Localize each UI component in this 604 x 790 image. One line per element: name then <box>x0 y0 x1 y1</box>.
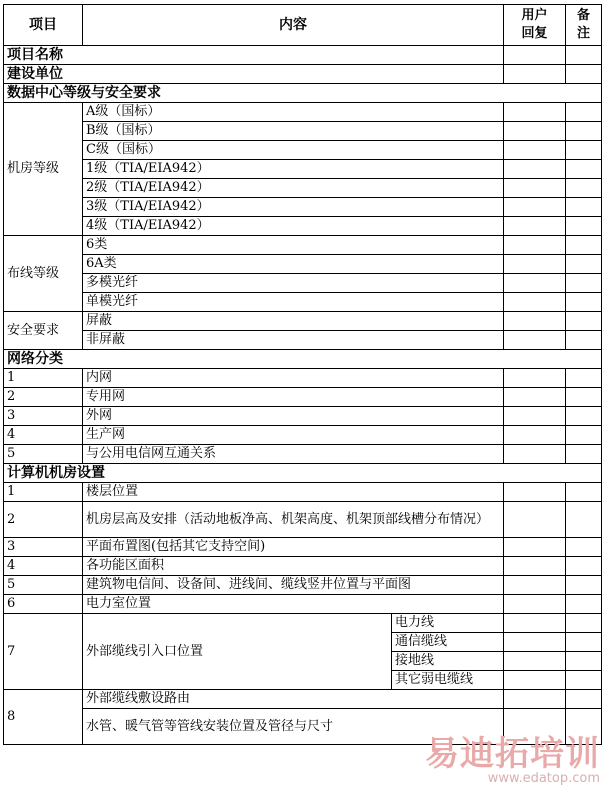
note-cell <box>566 312 602 331</box>
room-level-item: 1级（TIA/EIA942） <box>83 160 504 179</box>
reply-cell <box>504 538 566 557</box>
reply-cell <box>504 46 566 65</box>
room-level-row <box>4 141 602 160</box>
note-cell <box>566 426 602 445</box>
reply-cell <box>504 293 566 312</box>
reply-cell <box>504 483 566 502</box>
network-section-row <box>4 350 602 369</box>
note-cell <box>566 614 602 633</box>
reply-cell <box>504 690 566 709</box>
computer-room-item: 电力室位置 <box>83 595 504 614</box>
header-note: 备 注 <box>566 5 602 46</box>
room-level-row <box>4 103 602 122</box>
security-item: 非屏蔽 <box>83 331 504 350</box>
computer-room-item: 建筑物电信间、设备间、进线间、缆线竖井位置与平面图 <box>83 576 504 595</box>
note-cell <box>566 502 602 538</box>
reply-cell <box>504 331 566 350</box>
watermark <box>425 726 600 786</box>
row-number: 1 <box>4 483 83 502</box>
note-cell <box>566 445 602 464</box>
security-row <box>4 312 602 331</box>
reply-cell <box>504 255 566 274</box>
network-row <box>4 388 602 407</box>
cabling-level-item: 6类 <box>83 236 504 255</box>
network-row <box>4 369 602 388</box>
reply-cell <box>504 141 566 160</box>
cabling-level-label: 布线等级 <box>4 236 83 312</box>
note-cell <box>566 331 602 350</box>
security-row <box>4 331 602 350</box>
computer-room-row <box>4 576 602 595</box>
computer-room-item: 各功能区面积 <box>83 557 504 576</box>
computer-room-section-title: 计算机机房设置 <box>4 464 602 483</box>
note-cell <box>566 293 602 312</box>
watermark-text: 易迪拓培训 <box>425 734 600 774</box>
cable-entry-row <box>4 614 602 633</box>
note-cell <box>566 65 602 84</box>
cabling-level-row <box>4 274 602 293</box>
network-item: 生产网 <box>83 426 504 445</box>
note-cell <box>566 46 602 65</box>
room-level-row <box>4 160 602 179</box>
room-level-row <box>4 179 602 198</box>
row-number: 6 <box>4 595 83 614</box>
dc-level-section-title: 数据中心等级与安全要求 <box>4 84 602 103</box>
note-cell <box>566 122 602 141</box>
reply-cell <box>504 557 566 576</box>
computer-room-row <box>4 557 602 576</box>
cable-route-row <box>4 690 602 709</box>
cabling-level-row <box>4 255 602 274</box>
requirements-table <box>3 4 602 745</box>
network-section-title: 网络分类 <box>4 350 602 369</box>
room-level-row <box>4 198 602 217</box>
row-number: 1 <box>4 369 83 388</box>
network-row <box>4 407 602 426</box>
cabling-level-item: 单模光纤 <box>83 293 504 312</box>
note-cell <box>566 671 602 690</box>
network-item: 与公用电信网互通关系 <box>83 445 504 464</box>
room-level-item: 4级（TIA/EIA942） <box>83 217 504 236</box>
row-number: 3 <box>4 407 83 426</box>
cable-route-item: 外部缆线敷设路由 <box>83 690 504 709</box>
note-cell <box>566 483 602 502</box>
builder-row <box>4 65 602 84</box>
reply-cell <box>504 65 566 84</box>
reply-cell <box>504 312 566 331</box>
computer-room-row <box>4 595 602 614</box>
header-user-reply: 用户 回复 <box>504 5 566 46</box>
cabling-level-item: 多模光纤 <box>83 274 504 293</box>
note-cell <box>566 274 602 293</box>
security-item: 屏蔽 <box>83 312 504 331</box>
row-number: 2 <box>4 502 83 538</box>
network-row <box>4 426 602 445</box>
note-cell <box>566 633 602 652</box>
note-cell <box>566 576 602 595</box>
row-number: 5 <box>4 576 83 595</box>
reply-cell <box>504 103 566 122</box>
watermark-url: www.edatop.com <box>487 771 600 786</box>
reply-cell <box>504 614 566 633</box>
reply-cell <box>504 407 566 426</box>
reply-cell <box>504 388 566 407</box>
note-cell <box>566 255 602 274</box>
reply-cell <box>504 595 566 614</box>
reply-cell <box>504 217 566 236</box>
note-cell <box>566 103 602 122</box>
computer-room-item: 楼层位置 <box>83 483 504 502</box>
note-cell <box>566 388 602 407</box>
header-content: 内容 <box>83 5 504 46</box>
reply-cell <box>504 426 566 445</box>
row-number: 2 <box>4 388 83 407</box>
room-level-label: 机房等级 <box>4 103 83 236</box>
project-name-row <box>4 46 602 65</box>
dc-level-section-row <box>4 84 602 103</box>
reply-cell <box>504 652 566 671</box>
note-cell <box>566 141 602 160</box>
security-label: 安全要求 <box>4 312 83 350</box>
computer-room-item: 机房层高及安排（活动地板净高、机架高度、机架顶部线槽分布情况） <box>83 502 504 538</box>
row-number: 8 <box>4 690 83 745</box>
note-cell <box>566 595 602 614</box>
reply-cell <box>504 122 566 141</box>
reply-cell <box>504 274 566 293</box>
cable-entry-label: 外部缆线引入口位置 <box>83 614 392 690</box>
row-number: 4 <box>4 426 83 445</box>
note-cell <box>566 236 602 255</box>
header-item: 项目 <box>4 5 83 46</box>
network-row <box>4 445 602 464</box>
computer-room-row <box>4 538 602 557</box>
header-row <box>4 5 602 46</box>
reply-cell <box>504 160 566 179</box>
row-number: 4 <box>4 557 83 576</box>
cable-entry-sub: 电力线 <box>392 614 504 633</box>
note-cell <box>566 407 602 426</box>
note-cell <box>566 369 602 388</box>
room-level-row <box>4 217 602 236</box>
note-cell <box>566 652 602 671</box>
row-number: 7 <box>4 614 83 690</box>
room-level-item: B级（国标） <box>83 122 504 141</box>
note-cell <box>566 217 602 236</box>
reply-cell <box>504 445 566 464</box>
network-item: 内网 <box>83 369 504 388</box>
cable-entry-sub: 接地线 <box>392 652 504 671</box>
room-level-item: 3级（TIA/EIA942） <box>83 198 504 217</box>
note-cell <box>566 557 602 576</box>
note-cell <box>566 198 602 217</box>
reply-cell <box>504 633 566 652</box>
reply-cell <box>504 576 566 595</box>
reply-cell <box>504 671 566 690</box>
cabling-level-row <box>4 293 602 312</box>
project-name-label: 项目名称 <box>4 46 504 65</box>
computer-room-item: 平面布置图(包括其它支持空间) <box>83 538 504 557</box>
reply-cell <box>504 369 566 388</box>
builder-label: 建设单位 <box>4 65 504 84</box>
reply-cell <box>504 236 566 255</box>
note-cell <box>566 538 602 557</box>
cabling-level-item: 6A类 <box>83 255 504 274</box>
room-level-row <box>4 122 602 141</box>
computer-room-row <box>4 483 602 502</box>
note-cell <box>566 160 602 179</box>
room-level-item: A级（国标） <box>83 103 504 122</box>
row-number: 3 <box>4 538 83 557</box>
room-level-item: C级（国标） <box>83 141 504 160</box>
network-item: 外网 <box>83 407 504 426</box>
note-cell <box>566 690 602 709</box>
note-cell <box>566 179 602 198</box>
reply-cell <box>504 179 566 198</box>
pipe-item: 水管、暖气管等管线安装位置及管径与尺寸 <box>83 709 504 745</box>
cabling-level-row <box>4 236 602 255</box>
cable-entry-sub: 其它弱电缆线 <box>392 671 504 690</box>
reply-cell <box>504 502 566 538</box>
reply-cell <box>504 198 566 217</box>
row-number: 5 <box>4 445 83 464</box>
cable-entry-sub: 通信缆线 <box>392 633 504 652</box>
computer-room-section-row <box>4 464 602 483</box>
network-item: 专用网 <box>83 388 504 407</box>
room-level-item: 2级（TIA/EIA942） <box>83 179 504 198</box>
computer-room-row <box>4 502 602 538</box>
